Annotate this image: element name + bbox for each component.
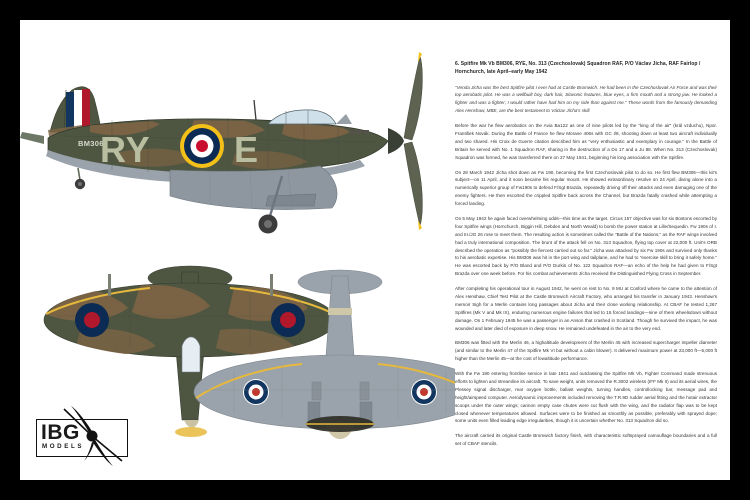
caption-paragraph-3: On 5 May 1942 he again faced overwhelming odds—this time as the target. Circus 157 objective was for six Bostons escorted by four Spitfire wings (Hornchurch, Biggin Hill, Debden and North Weald) to bomb the power station at Lille/Sequedin. Fw 190s of I. and III./JG 26 rose to meet them. The resulting action is sometimes called the "Battle of the Nations," as the RAF wings involved had a truly international composition. The brunt of the attack fell on No. 313 Squadron, flying top cover at 22,000 ft. Unit's ORB described the operation as "possibly the fiercest carried out so far." Jícha was attacked by six Fw 190s and survived only thanks to his aerobatic expertise. His BM306 was hit in the port wing and tailplane, and he had to "exercise skill to bring it safely home." He was escorted back by P/O Bland and P/O Durkin of No. 122 Squadron RAF—an echo of the help he had given to F/Sgt Brazda over one week before. For his combat achievements Jícha received the Distinguished Flying Cross in September. — [455, 215, 717, 277]
squadron-code-left: RY — [100, 129, 151, 170]
caption-paragraph-7: The aircraft carried its original Castle Bromwich factory finish, with characteristic softsprayed camouflage boundaries and a full set of CBAF stencils. — [455, 433, 717, 447]
ibg-models-logo — [30, 405, 145, 467]
caption-paragraph-4: After completing his operational tour in August 1942, he went on rest to No. 9 MU at Cosford where he came to the attention of Alex Henshaw, Chief Test Pilot at the Castle Bromwich Aircraft Factory, who arranged his transfer in January 1943. Henshaw's memoir Sigh for a Merlin contains long passages about Jícha and their close working relationship. At CBAF he tested 1,267 Spitfires (Mk V and Mk IX), enduring numerous engine failures that led to 15 forced landings—nine of them wheelsdown without damage. On 1 February 1945 he was a passenger in an Anson that crashed in Scotland. Though he survived the impact, he was wounded and later died of exposure in deep snow. He remained undefeated in the air to the very end. — [455, 286, 717, 331]
caption-paragraph-5: BM306 was fitted with the Merlin 46, a highaltitude development of the Merlin 45 with increased supercharger impeller diameter (and similar to the Merlin 47 of the Spitfire Mk VI but without a cabin blower). It delivered maximum power at 23,000 ft—5,000 ft higher than the Merlin 45—at the cost of lowaltitude performance. — [455, 340, 717, 362]
top-canopy — [182, 337, 200, 372]
under-wing-roundel-left — [243, 379, 269, 405]
caption-quote: "Venda Jicha was the best Spitfire pilot I ever had at Castle Bromwich. He had been in the Czechoslovak Air Force and was their top aerobatic pilot. He was a wellbuilt boy, dark hair, Slavonic features, blue eyes, a firm mouth and a strong jaw. He looked a fighter and was a fighter; I would rather have had him on my side than against me." These words from the famously demanding Alex Henshaw, MBE, are the best testament to Václav Jícha's skill. — [455, 84, 717, 114]
spinner — [388, 128, 404, 154]
serial-number: BM306 — [78, 139, 104, 148]
logo-propeller-icon — [30, 405, 145, 467]
aerial-mast — [254, 100, 256, 120]
under-wing-roundel-right — [411, 379, 437, 405]
propeller-blade-upper — [404, 56, 422, 140]
raf-roundel-icon — [180, 124, 224, 168]
propeller-blade-lower — [404, 142, 422, 226]
caption-paragraph-6: With the Fw 190 entering frontline service in late 1941 and outclassing the Spitfire Mk Vb, Fighter Command made strenuous efforts to lighten and streamline its aircraft. To save weight, units removed the R.3002 wireless (IFF Mk II) and its aerial wires, the Plessey signal discharger, rear oxygen bottle, ballast weights, turning handles, controllocking bar, message pad and height/airspeed computer. Aerodynamic improvements included removing the T.R.9D rudder aerial fitting and the hotair extractor scoops under the outer wings; cannon empty case chutes were cut flush with the wing, and the radiator flap was to be kept closed whenever temperatures allowed. Surfaces were to be finished as smoothly as possible, preferably with sprayed dope; some units even filled leading edge irregularities, though it is uncertain whether No. 313 Squadron did so. — [455, 371, 717, 424]
horizontal-stabilizer — [20, 132, 44, 144]
spitfire-side-profile-group — [20, 52, 422, 234]
cannon-left — [108, 274, 111, 296]
logo-subtitle: MODELS — [42, 443, 85, 450]
logo-wordmark: IBG — [41, 421, 80, 444]
caption-paragraph-2: On 28 March 1942 Jícha shot down an Fw 190, becoming the first Czechoslovak pilot to do so. He first flew BM306—this kit's subject—on 11 April, and it soon became his regular mount. He showed extraordinary resolve on 24 April, diving alone into a numerically superior group of Fw190s to defend F/Sgt Brazda, repeatedly driving off their attacks and even damaging one of the enemy fighters. He then escorted the crippled Spitfire back across the Channel, but Brazda fatally crashed while attempting a forced landing. — [455, 169, 717, 207]
gear-bay-left — [312, 382, 321, 400]
page-canvas — [20, 20, 730, 480]
caption-title: 6. Spitfire Mk Vb BM306, RYE, No. 313 (Czechoslovak) Squadron RAF, P/O Václav Jícha, RAF Fairlop / Hornchurch, late April–early May 1942 — [455, 61, 701, 76]
sky-band — [328, 308, 352, 315]
cannon-right — [270, 274, 273, 296]
exhaust-stubs — [350, 130, 369, 134]
canopy — [268, 110, 336, 124]
caption-paragraph-1: Before the war he flew aerobatics on the Avia Ba122 as one of nine pilots led by the "king of the air" (král vzduchu), Npor. František Novák. During the Battle of France he flew Morane 406s with GC I/8, shooting down at least two aircraft individually and two shared. His Croix de Guerre citation described him as "very enthusiastic and exemplary in courage." In the Battle of Britain he served with No. 1 Squadron RAF, sharing in the destruction of a Do 17 and a Ju 88. When No. 313 (Czechoslovak) Squadron was formed, he was transferred there on 27 May 1941, beginning his long association with the Spitfire. — [455, 123, 717, 160]
tail-wheel — [75, 168, 85, 189]
squadron-code-right: E — [234, 129, 259, 170]
top-propeller-disc — [175, 427, 207, 437]
caption-text-column — [455, 60, 717, 455]
gear-bay-right — [360, 382, 369, 400]
